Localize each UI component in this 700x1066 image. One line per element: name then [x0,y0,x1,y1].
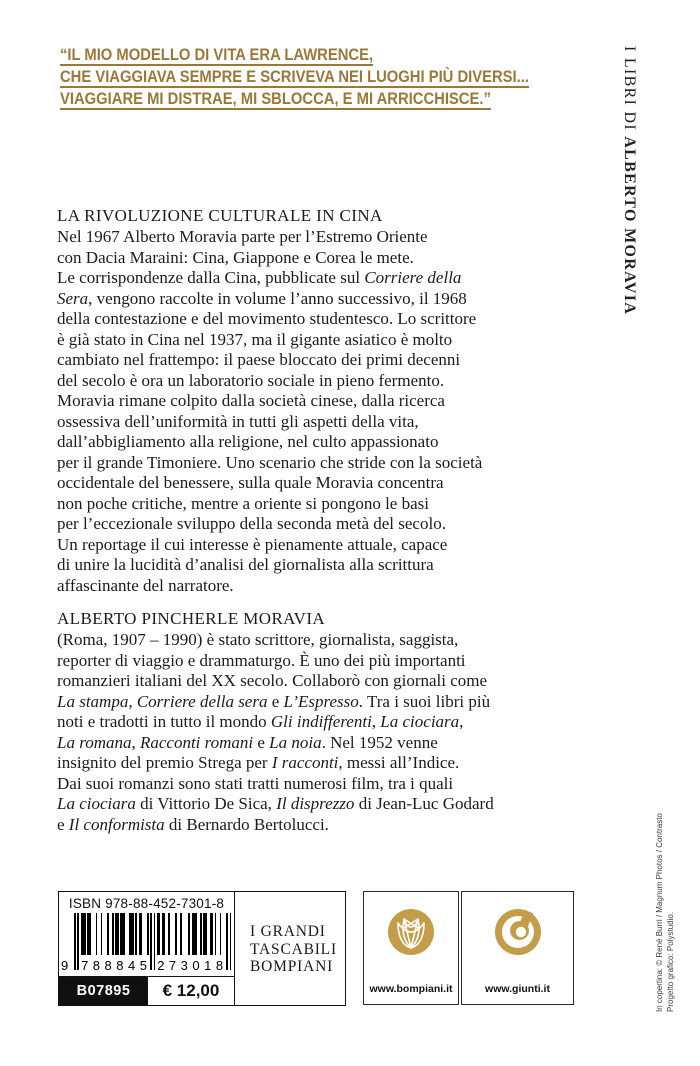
text-line: cambiato nel frattempo: il paese bloccato dei primi decenni [57,350,461,369]
text-line: della contestazione e del movimento studentesco. Lo scrittore [57,309,477,328]
text-line: occidentale del benessere, sulla quale Moravia concentra [57,473,444,492]
imprint-name [235,892,345,1005]
text-line: Dai suoi romanzi sono stati tratti numerosi film, tra i quali [57,773,454,793]
isbn-price-box [58,891,346,1006]
spine-series-label: I LIBRI DI [621,46,638,137]
text-line: Moravia rimane colpito dalla società cinese, dalla ricerca [57,391,445,410]
text-line: reporter di viaggio e drammaturgo. È uno dei più importanti [57,650,466,670]
design-credit: Progetto grafico: Polystudio. [665,911,675,1012]
author-bio-section [57,608,582,835]
text-line: Sera, vengono raccolte in volume l’anno successivo, il 1968 [57,288,467,308]
ean13-barcode [61,913,231,973]
text-line: e Il conformista di Bernardo Bertolucci. [57,814,329,834]
synopsis-text [57,227,582,596]
text-line: non poche critiche, mentre a oriente si pongono le basi [57,493,429,513]
text-line: è già stato in Cina nel 1937, ma il gigante asiatico è molto [57,329,453,349]
imprint-line: BOMPIANI [250,958,334,975]
pull-quote-line: VIAGGIARE MI DISTRAE, MI SBLOCCA, E MI ARRICCHISCE.” [60,89,491,108]
text-line: Le corrispondenze dalla Cina, pubblicate sul Corriere della [57,268,462,287]
barcode-digits-right: 273018 [157,958,228,973]
bio-heading: ALBERTO PINCHERLE MORAVIA [57,609,326,628]
synopsis-heading: LA RIVOLUZIONE CULTURALE IN CINA [57,206,383,225]
text-line: ossessiva dell’uniformità in tutti gli aspetti della vita, [57,411,419,431]
spine-author-name: ALBERTO MORAVIA [621,136,638,316]
barcode-cell [59,892,235,976]
cover-photo-credit: In copertina: © René Burri / Magnum Photos / Contrasto [655,813,664,1012]
price-row [59,976,235,1005]
text-line: La ciociara di Vittorio De Sica, Il disprezzo di Jean-Luc Godard [57,794,494,813]
text-line: Un reportage il cui interesse è pienamente attuale, capace [57,534,448,554]
text-line: noti e tradotti in tutto il mondo Gli indifferenti, La ciociara, [57,712,464,731]
text-line: del secolo è ora un laboratorio sociale in pieno fermento. [57,370,445,390]
barcode-digits [61,958,231,973]
text-line: per l’eccezionale sviluppo della seconda metà del secolo. [57,514,446,533]
synopsis-section [57,205,582,596]
text-line: con Dacia Maraini: Cina, Giappone e Corea le mete. [57,247,414,267]
bompiani-logo-box [363,891,459,1005]
barcode-digit-lead: 9 [61,958,69,973]
pull-quote-line: “IL MIO MODELLO DI VITA ERA LAWRENCE, [60,45,374,64]
credits [655,813,676,1012]
imprint-line: TASCABILI [250,940,337,958]
text-line: romanzieri italiani del XX secolo. Collaborò con giornali come [57,671,488,690]
bompiani-flower-icon [388,909,434,955]
giunti-g-icon [495,909,541,955]
publisher-code-badge: B07895 [59,977,148,1005]
barcode-digits-left: 788845 [81,958,152,973]
giunti-url: www.giunti.it [485,983,550,995]
text-line: Nel 1967 Alberto Moravia parte per l’Estremo Oriente [57,227,428,246]
text-line: di unire la lucidità d’analisi del giornalista alla scrittura [57,555,434,574]
spine-title [620,46,638,315]
pull-quote [60,44,599,110]
text-line: affascinante del narratore. [57,575,234,595]
text-line: dall’abbigliamento alla religione, nel culto appassionato [57,432,439,451]
text-line: per il grande Timoniere. Uno scenario che stride con la società [57,452,483,472]
text-line: (Roma, 1907 – 1990) è stato scrittore, giornalista, saggista, [57,630,459,649]
isbn-label: ISBN 978-88-452-7301-8 [68,896,225,911]
imprint-line: I GRANDI [250,923,326,940]
giunti-logo-box [461,891,574,1005]
text-line: La romana, Racconti romani e La noia. Nel 1952 venne [57,732,438,752]
bio-text [57,630,582,835]
bompiani-url: www.bompiani.it [369,983,453,995]
text-line: La stampa, Corriere della sera e L’Espresso. Tra i suoi libri più [57,691,491,711]
text-line: insignito del premio Strega per I racconti, messi all’Indice. [57,753,460,772]
price-value: € 12,00 [162,981,220,1000]
pull-quote-line: CHE VIAGGIAVA SEMPRE E SCRIVEVA NEI LUOGHI PIÙ DIVERSI... [60,67,529,86]
